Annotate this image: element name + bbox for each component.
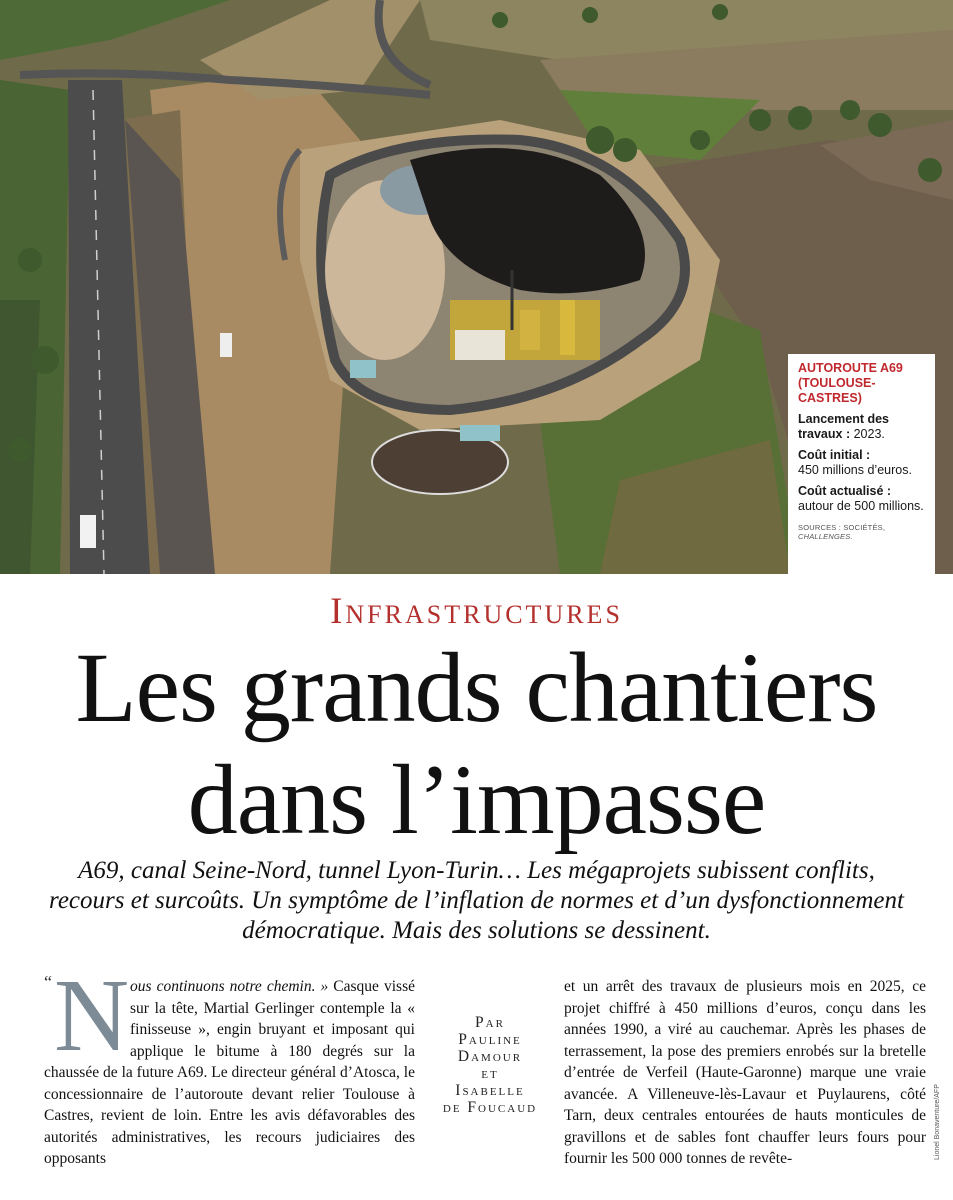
drop-cap-block — [44, 958, 130, 1073]
byline-line: Isabelle — [455, 1082, 525, 1099]
drop-cap-letter: N — [54, 958, 130, 1073]
fact-box-label: Coût actualisé : — [798, 484, 892, 498]
fact-box-value: 450 millions d’euros. — [798, 463, 912, 477]
byline-line: de Foucaud — [442, 1099, 538, 1116]
fact-box — [788, 354, 935, 574]
fact-box-entry-updated-cost — [798, 484, 926, 514]
left-column-text: Casque vissé sur la tête, Martial Gerlinger contemple la « finisseuse », engin bruyant et imposant qui applique le bitume à 180 degrés sur la chaussée de la future A69. Le directeur général d’Atosca, le concessionnaire de l’autoroute devant relier Toulouse à Castres, revient de loin. Entre les avis défavorables des autorités administratives, les recours judiciaires des opposants — [44, 978, 415, 1167]
byline-line: Par — [475, 1014, 505, 1031]
fact-box-label: Lancement des travaux : — [798, 412, 890, 441]
article-column-right — [564, 976, 926, 1170]
fact-box-title: AUTOROUTE A69 (TOULOUSE-CASTRES) — [798, 361, 903, 405]
fact-box-sources — [798, 523, 926, 541]
article-headline — [0, 632, 953, 856]
fact-box-sources-label: SOURCES : SOCIÉTÉS, — [798, 523, 886, 532]
fact-box-value: autour de 500 millions. — [798, 499, 924, 513]
fact-box-value: 2023. — [853, 427, 885, 441]
right-column-text: et un arrêt des travaux de plusieurs mois en 2025, ce projet chiffré à 450 millions d’euros, conçu dans les années 1990, a viré au cauchemar. Après les phases de terrassement, la pose des premiers enrobés sur la bretelle d’entrée de Verfeil (Haute-Garonne) marque une vraie avancée. A Villeneuve-lès-Lavaur et Puylaurens, côté Tarn, deux centrales entourées de hauts monticules de gravillons et de sables font chauffer leurs fours pour fournir les 500 000 tonnes de revête- — [564, 978, 926, 1167]
headline-line-1: Les grands chantiers — [75, 632, 878, 743]
byline-line: Pauline — [458, 1031, 522, 1048]
section-rubric: Infrastructures — [330, 591, 623, 632]
byline-line: et — [481, 1065, 499, 1082]
headline-line-2: dans l’impasse — [187, 744, 766, 855]
byline — [430, 1014, 550, 1116]
lead-quote: ous continuons notre chemin. » — [130, 978, 329, 995]
photo-credit-text: Lionel Bonaventure/AFP — [934, 1084, 941, 1160]
photo-credit — [934, 1084, 944, 1170]
article-standfirst: A69, canal Seine-Nord, tunnel Lyon-Turin… Les mégaprojets subissent conflits, recours et surcoûts. Un symptôme de l’inflation de normes et d’un dysfonctionnement démocratique. Mais des solutions se dessinent. — [49, 857, 904, 944]
fact-box-entry-initial-cost — [798, 448, 926, 478]
opening-quote-mark: “ — [44, 972, 52, 992]
fact-box-sources-name: CHALLENGES. — [798, 532, 853, 541]
fact-box-entry-launch — [798, 412, 926, 442]
byline-line: Damour — [457, 1048, 523, 1065]
fact-box-label: Coût initial : — [798, 448, 871, 462]
article-column-left — [44, 958, 415, 1170]
